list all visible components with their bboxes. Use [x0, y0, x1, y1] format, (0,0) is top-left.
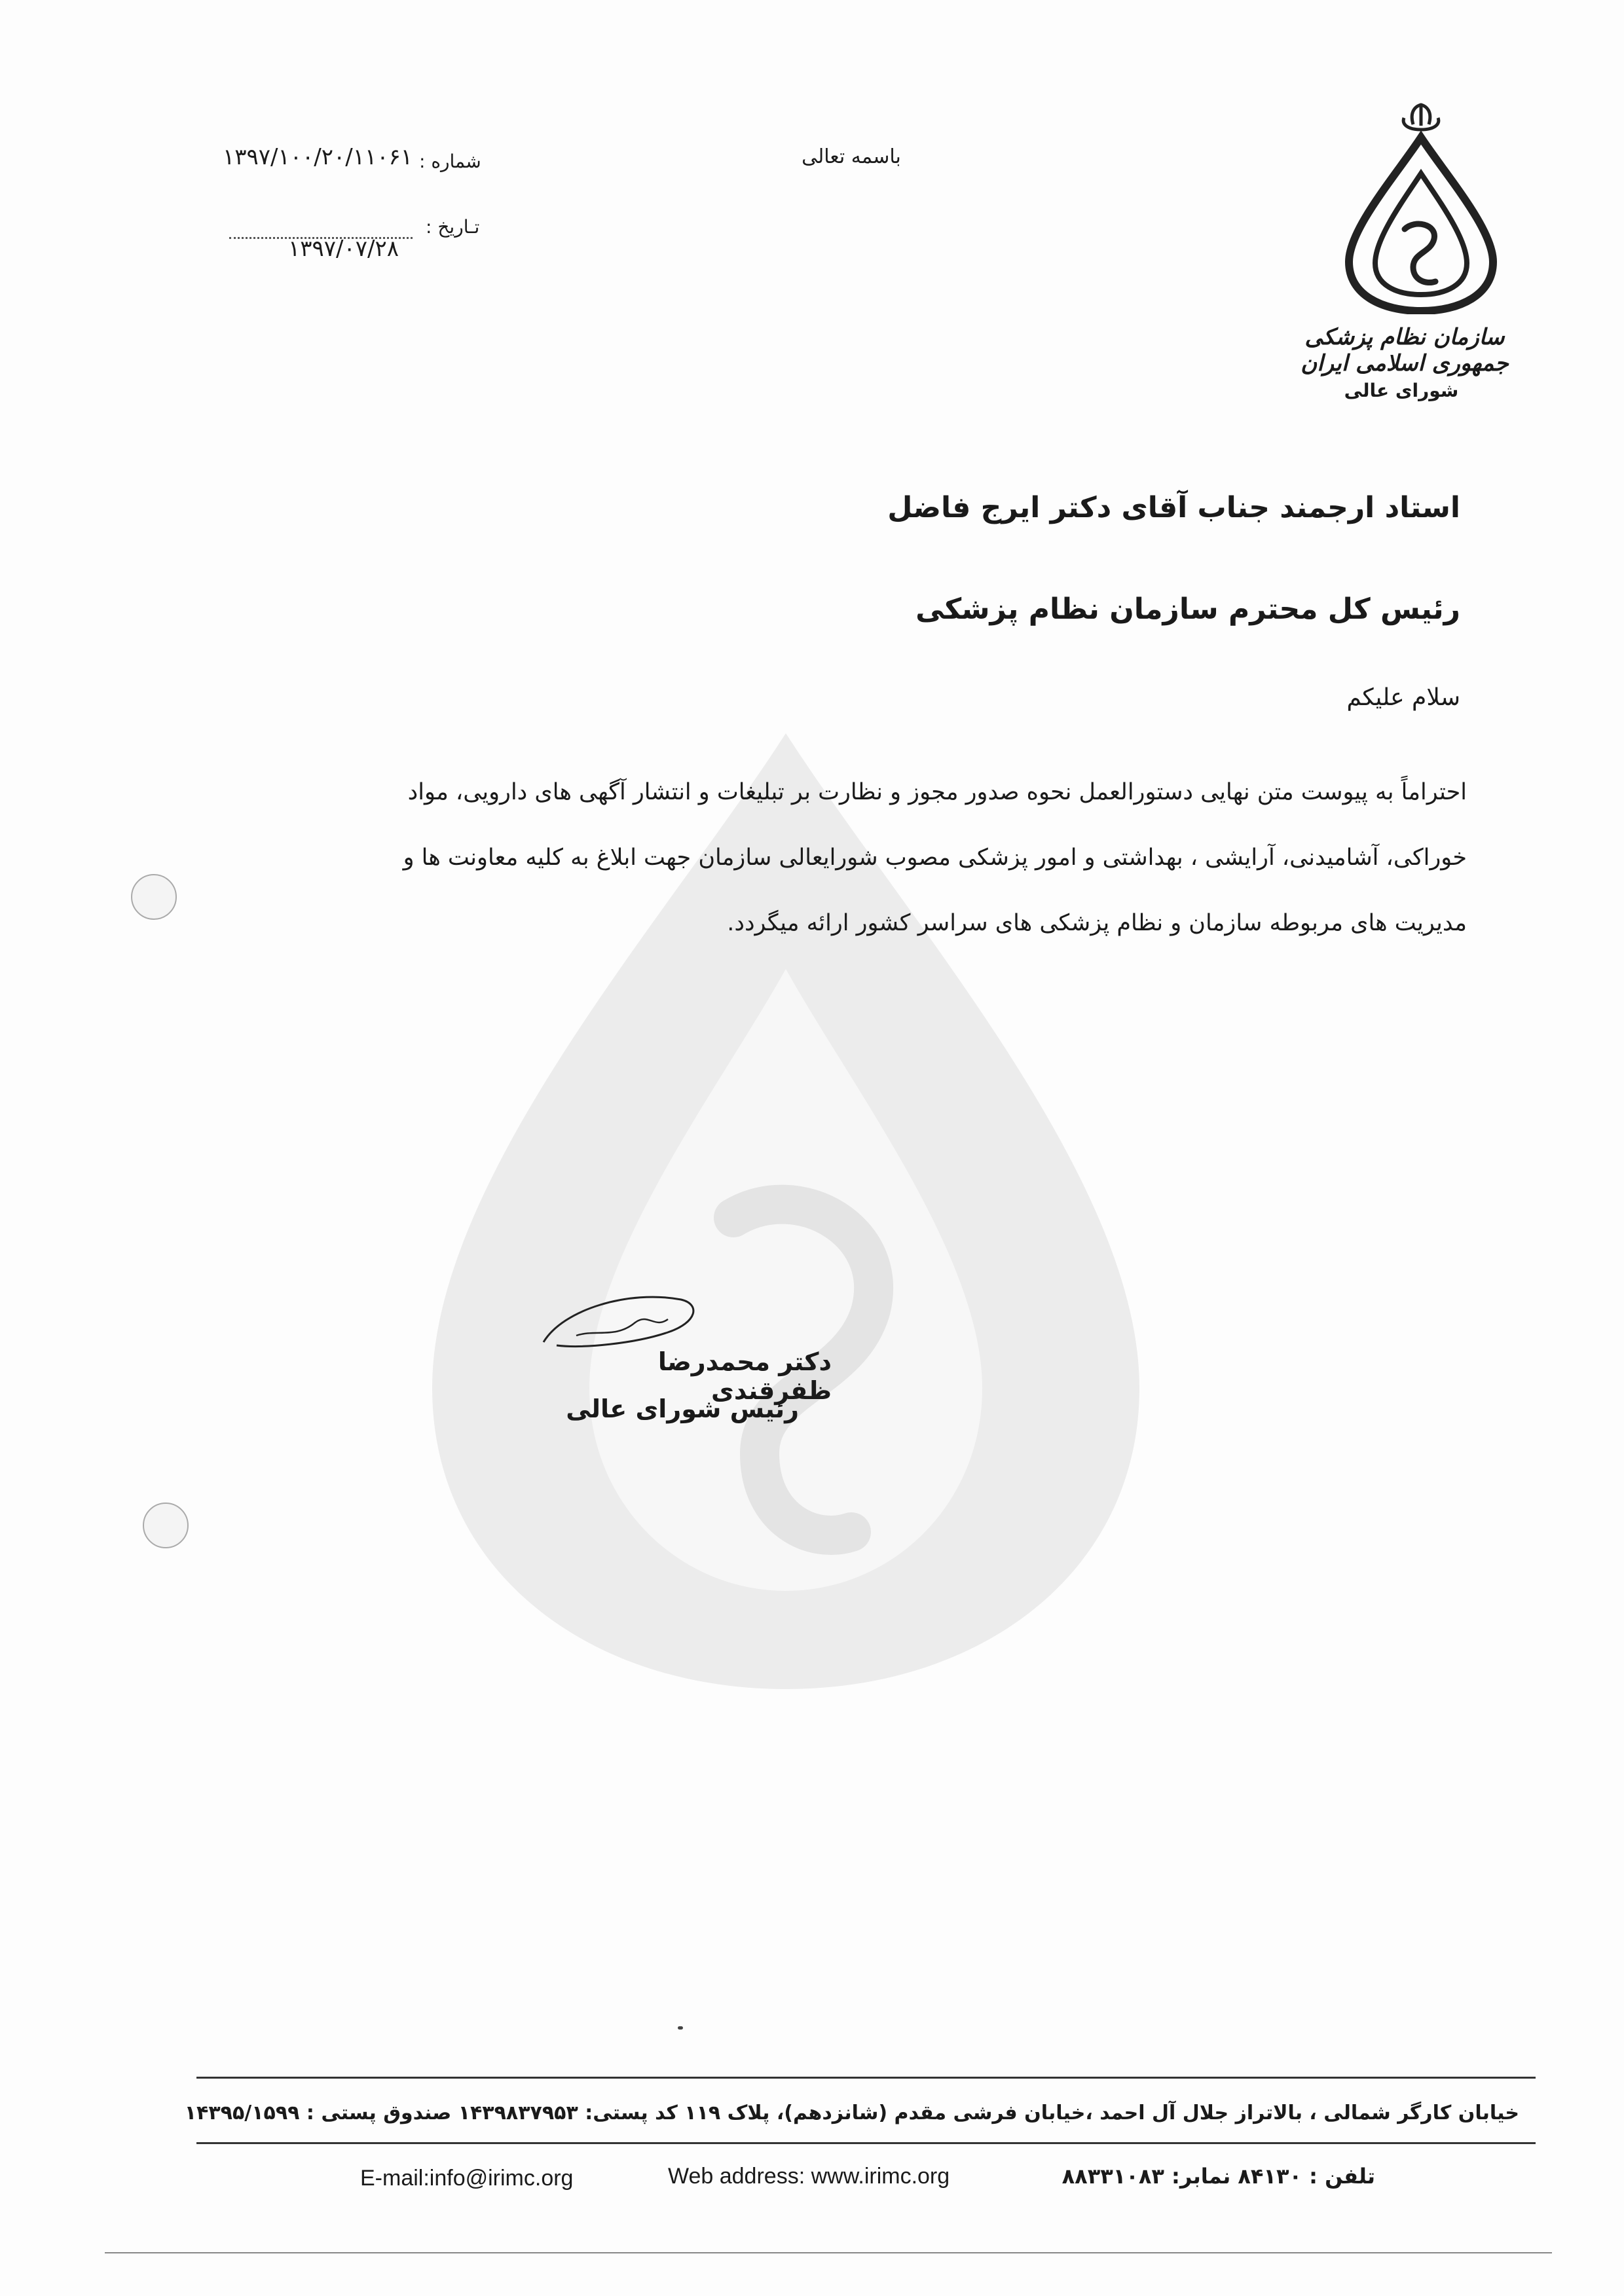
letter-date-value: ۱۳۹۷/۰۷/۲۸	[288, 236, 399, 262]
council-name: شورای عالی	[1344, 380, 1459, 401]
greeting: سلام علیکم	[1346, 684, 1460, 711]
body-text-line: احتراماً به پیوست متن نهایی دستورالعمل نحوه صدور مجوز و نظارت بر تبلیغات و انتشار آگهی های دارویی، مواد	[407, 779, 1467, 805]
punch-hole	[131, 874, 177, 920]
letter-number-label: شماره :	[419, 151, 481, 172]
footer-web-address: Web address: www.irimc.org	[668, 2164, 950, 2189]
footer-divider-bottom	[105, 2252, 1552, 2253]
footer-divider-top	[196, 2077, 1536, 2079]
footer-email: E-mail:info@irimc.org	[360, 2166, 574, 2191]
footer-divider-middle	[196, 2142, 1536, 2144]
recipient-title: رئیس کل محترم سازمان نظام پزشکی	[915, 592, 1460, 626]
recipient-name: استاد ارجمند جناب آقای دکتر ایرج فاضل	[887, 491, 1460, 524]
footer-address: خیابان کارگر شمالی ، بالاتراز جلال آل احمد ،خیابان فرشی مقدم (شانزدهم)، پلاک ۱۱۹ کد پستی: ۱۴۳۹۸۳۷۹۵۳ صندوق پستی : ۱۴۳۹۵/۱۵۹۹	[184, 2102, 1519, 2124]
letter-number-value: ۱۳۹۷/۱۰۰/۲۰/۱۱۰۶۱	[223, 144, 413, 170]
organization-name: سازمان نظام پزشکی جمهوری اسلامی ایران	[1301, 324, 1509, 376]
signer-name: دکتر محمدرضا ظفرقندی	[657, 1347, 832, 1405]
signer-title: رئیس شورای عالی	[566, 1394, 799, 1423]
ink-speck	[678, 2026, 683, 2030]
footer-phone-fax: تلفن : ۸۴۱۳۰ نمابر: ۸۸۳۳۱۰۸۳	[1061, 2164, 1375, 2189]
letter-date-label: تـاریخ :	[426, 216, 480, 238]
punch-hole	[143, 1503, 189, 1548]
basmala: باسمه تعالی	[802, 145, 901, 168]
body-text-line: مدیریت های مربوطه سازمان و نظام پزشکی های سراسر کشور ارائه میگردد.	[727, 910, 1467, 936]
irimc-logo-icon	[1336, 98, 1506, 314]
body-text-line: خوراکی، آشامیدنی، آرایشی ، بهداشتی و امور پزشکی مصوب شورایعالی سازمان جهت ابلاغ به کلیه معاونت ها و	[403, 845, 1467, 871]
